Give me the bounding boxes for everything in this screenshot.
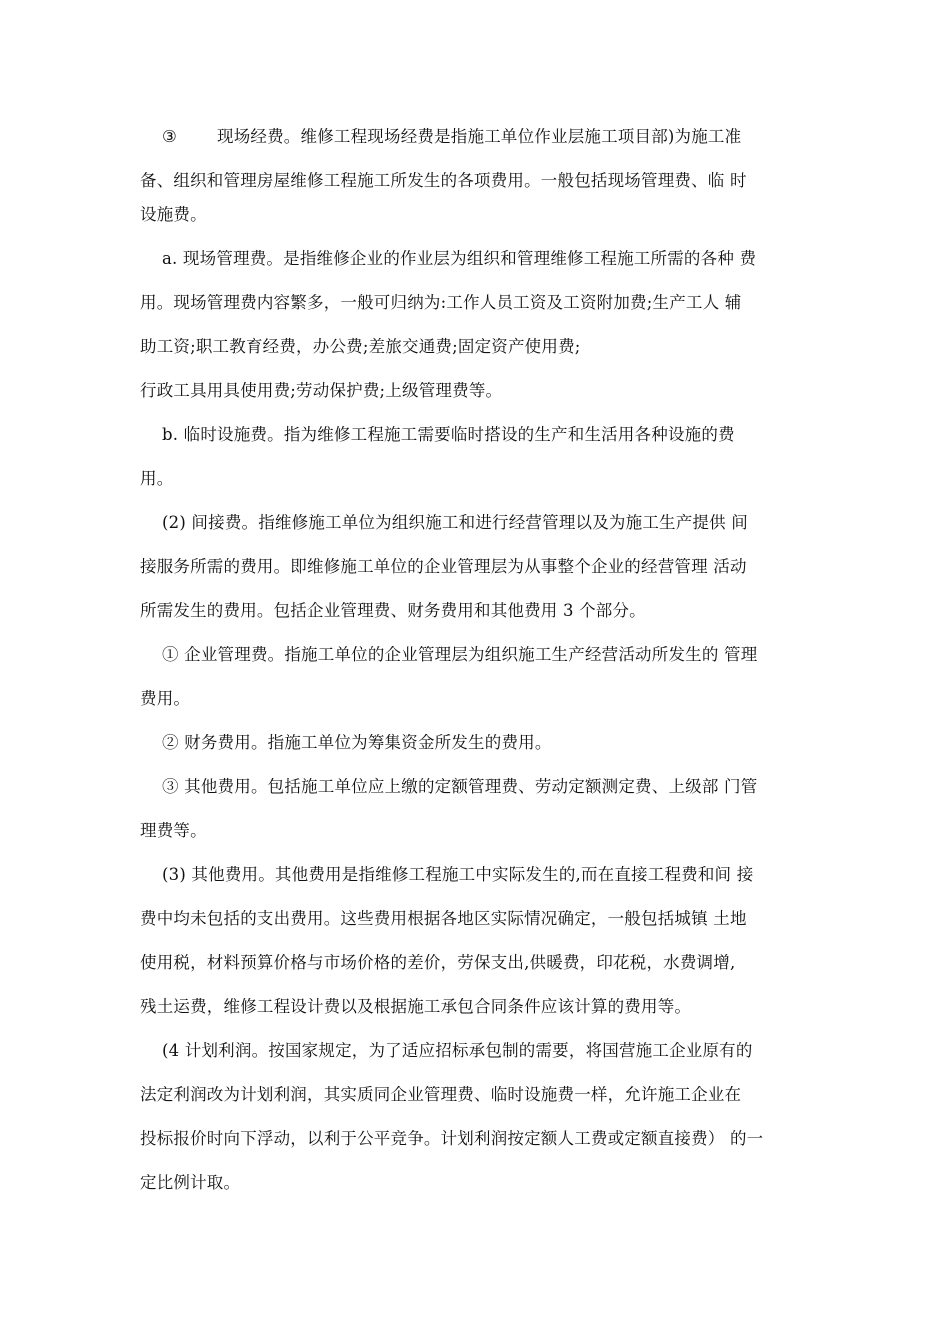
paragraph-line: 残土运费，维修工程设计费以及根据施工承包合同条件应该计算的费用等。 xyxy=(140,997,692,1016)
paragraph-line: 备、组织和管理房屋维修工程施工所发生的各项费用。一般包括现场管理费、临 时 xyxy=(140,171,747,190)
paragraph-line: (4 计划利润。按国家规定，为了适应招标承包制的需要，将国营施工企业原有的 xyxy=(162,1041,753,1060)
paragraph-line: ① 企业管理费。指施工单位的企业管理层为组织施工生产经营活动所发生的 管理 xyxy=(162,645,758,664)
paragraph-line: 使用税，材料预算价格与市场价格的差价，劳保支出,供暖费，印花税，水费调增, xyxy=(140,953,736,972)
paragraph-line: 定比例计取。 xyxy=(140,1173,241,1192)
paragraph-line: 行政工具用具使用费;劳动保护费;上级管理费等。 xyxy=(140,381,503,400)
paragraph-line: 用。 xyxy=(140,469,174,488)
list-marker: ③ xyxy=(162,127,177,146)
paragraph-line: 理费等。 xyxy=(140,821,207,840)
paragraph-line: 费用。 xyxy=(140,689,191,708)
paragraph-line: ③ 现场经费。维修工程现场经费是指施工单位作业层施工项目部)为施工准 xyxy=(140,120,820,154)
paragraph-line: ② 财务费用。指施工单位为筹集资金所发生的费用。 xyxy=(162,733,552,752)
paragraph-line: ③ 其他费用。包括施工单位应上缴的定额管理费、劳动定额测定费、上级部 门管 xyxy=(162,777,758,796)
paragraph-line: a. 现场管理费。是指维修企业的作业层为组织和管理维修工程施工所需的各种 费 xyxy=(162,249,757,268)
paragraph-line: (2) 间接费。指维修施工单位为组织施工和进行经营管理以及为施工生产提供 间 xyxy=(162,513,748,532)
paragraph-line: 费中均未包括的支出费用。这些费用根据各地区实际情况确定，一般包括城镇 土地 xyxy=(140,909,747,928)
paragraph-line: 助工资;职工教育经费，办公费;差旅交通费;固定资产使用费; xyxy=(140,337,581,356)
paragraph-line: 用。现场管理费内容繁多，一般可归纳为:工作人员工资及工资附加费;生产工人 辅 xyxy=(140,293,742,312)
document-body xyxy=(140,120,820,1200)
paragraph-line: 法定利润改为计划利润，其实质同企业管理费、临时设施费一样，允许施工企业在 xyxy=(140,1085,742,1104)
paragraph-line: b. 临时设施费。指为维修工程施工需要临时搭设的生产和生活用各种设施的费 xyxy=(162,425,735,444)
paragraph-line: 投标报价时向下浮动，以利于公平竞争。计划利润按定额人工费或定额直接费） 的一 xyxy=(140,1129,764,1148)
paragraph-line: 接服务所需的费用。即维修施工单位的企业管理层为从事整个企业的经营管理 活动 xyxy=(140,557,747,576)
paragraph-line: 设施费。 xyxy=(140,205,207,224)
paragraph-line: (3) 其他费用。其他费用是指维修工程施工中实际发生的,而在直接工程费和间 接 xyxy=(162,865,754,884)
paragraph-line: 所需发生的费用。包括企业管理费、财务费用和其他费用 3 个部分。 xyxy=(140,601,646,620)
